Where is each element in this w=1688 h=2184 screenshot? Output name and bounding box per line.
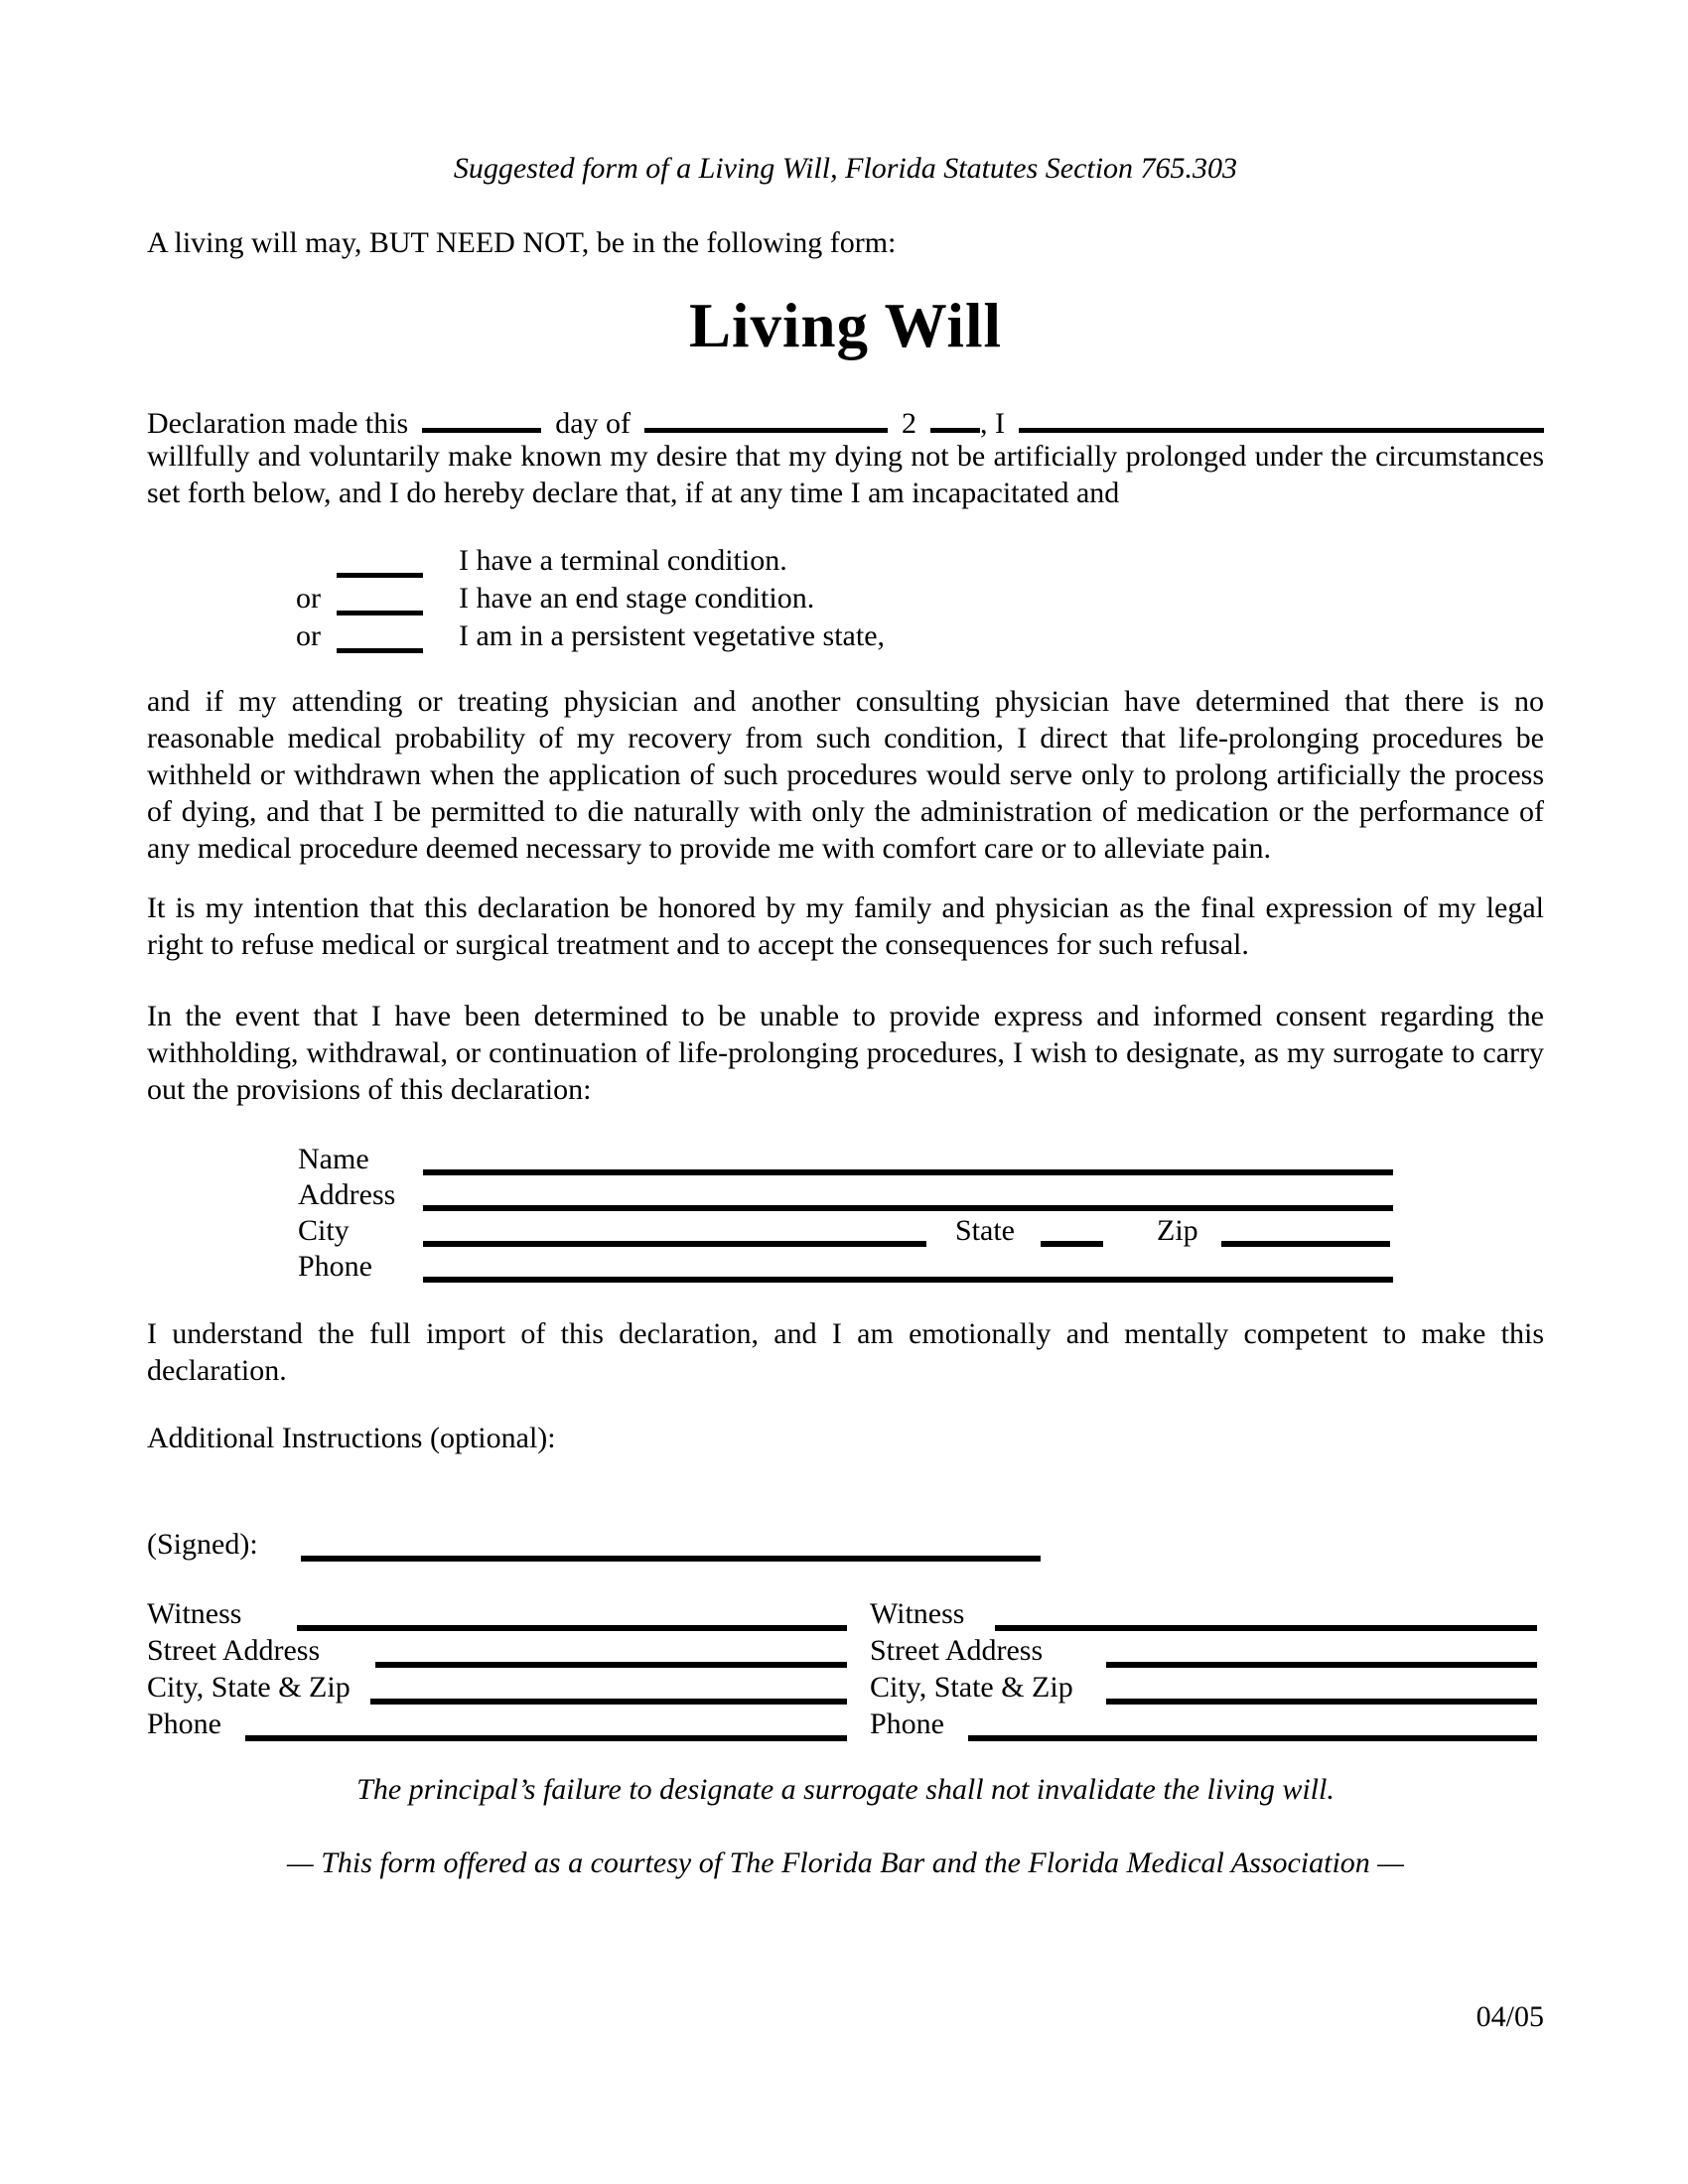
condition-row-terminal	[147, 542, 1544, 580]
condition-row-vegetative	[147, 617, 1544, 655]
courtesy-note: — This form offered as a courtesy of The Florida Bar and the Florida Medical Association —	[287, 1846, 1404, 1879]
witness2-label: Witness	[870, 1597, 965, 1630]
additional-instructions-label: Additional Instructions (optional):	[147, 1422, 556, 1454]
page-title: Living Will	[688, 291, 1003, 360]
witness-block	[147, 1596, 1544, 1750]
witness2-phone-blank[interactable]	[968, 1735, 1537, 1741]
comma-i-text: , I	[980, 407, 1006, 440]
condition-row-end-stage	[147, 580, 1544, 617]
form-kicker: Suggested form of a Living Will, Florida Statutes Section 765.303	[453, 152, 1238, 185]
surrogate-zip-label: Zip	[1157, 1214, 1198, 1247]
surrogate-fields	[147, 1142, 1544, 1291]
surrogate-address-label: Address	[298, 1178, 396, 1211]
or-text: or	[296, 619, 321, 652]
surrogate-phone-blank[interactable]	[423, 1277, 1393, 1283]
physician-determination-paragraph: and if my attending or treating physician and another consulting physician have determined that there is no reasonable medical probability of my recovery from such condition, I direct that life-prolonging procedures be withheld or withdrawn when the application of such procedures would serve only to prolong artificially the process of dying, and that I be permitted to die naturally with only the administration of medication or the performance of any medical procedure deemed necessary to provide me with comfort care or to alleviate pain.	[147, 685, 1544, 865]
surrogate-phone-label: Phone	[298, 1250, 372, 1283]
signed-label: (Signed):	[147, 1528, 258, 1561]
declarant-name-blank[interactable]	[1019, 428, 1544, 433]
witness1-street-blank[interactable]	[375, 1662, 847, 1668]
year-prefix-text: 2	[902, 407, 917, 440]
declaration-line	[147, 405, 1544, 442]
witness1-label: Witness	[147, 1597, 242, 1630]
surrogate-city-blank[interactable]	[423, 1241, 926, 1247]
revision-number: 04/05	[1476, 2000, 1544, 2033]
month-blank[interactable]	[644, 428, 888, 433]
principal-note: The principal’s failure to designate a surrogate shall not invalidate the living will.	[356, 1773, 1335, 1806]
day-of-text: day of	[555, 407, 632, 440]
witness2-city-blank[interactable]	[1106, 1699, 1537, 1705]
terminal-condition-text: I have a terminal condition.	[459, 544, 787, 577]
declaration-lead-text: Declaration made this	[147, 407, 409, 440]
surrogate-state-blank[interactable]	[1041, 1241, 1103, 1247]
surrogate-designation-paragraph: In the event that I have been determined to be unable to provide express and informed consent regarding the withholding, withdrawal, or continuation of life-prolonging procedures, I wish to designate, as my surrogate to carry out the provisions of this declaration:	[147, 1000, 1544, 1106]
end-stage-condition-blank[interactable]	[337, 611, 423, 615]
witness1-phone-blank[interactable]	[245, 1735, 847, 1741]
witness1-name-blank[interactable]	[297, 1625, 847, 1631]
surrogate-city-label: City	[298, 1214, 350, 1247]
surrogate-name-label: Name	[298, 1143, 369, 1175]
day-number-blank[interactable]	[422, 428, 541, 433]
intention-paragraph: It is my intention that this declaration be honored by my family and physician as the final expression of my legal right to refuse medical or surgical treatment and to accept the consequences for such refusal.	[147, 891, 1544, 961]
year-blank[interactable]	[930, 428, 980, 433]
declaration-continuation: willfully and voluntarily make known my desire that my dying not be artificially prolonged under the circumstances set forth below, and I do hereby declare that, if at any time I am incapacitated and	[147, 440, 1544, 509]
competence-paragraph: I understand the full import of this declaration, and I am emotionally and mentally competent to make this declaration.	[147, 1317, 1544, 1387]
condition-list	[147, 542, 1544, 655]
witness2-street-label: Street Address	[870, 1634, 1044, 1667]
surrogate-name-blank[interactable]	[423, 1169, 1393, 1175]
surrogate-state-label: State	[955, 1214, 1015, 1247]
witness2-city-label: City, State & Zip	[870, 1671, 1073, 1704]
surrogate-zip-blank[interactable]	[1221, 1241, 1390, 1247]
witness1-phone-label: Phone	[147, 1707, 221, 1740]
vegetative-state-text: I am in a persistent vegetative state,	[459, 619, 886, 652]
intro-text: A living will may, BUT NEED NOT, be in the following form:	[147, 226, 897, 259]
witness1-city-label: City, State & Zip	[147, 1671, 351, 1704]
end-stage-condition-text: I have an end stage condition.	[459, 582, 815, 614]
terminal-condition-blank[interactable]	[337, 573, 423, 578]
signature-row	[147, 1527, 1544, 1567]
signature-blank[interactable]	[301, 1556, 1041, 1562]
witness1-city-blank[interactable]	[370, 1699, 847, 1705]
witness1-street-label: Street Address	[147, 1634, 321, 1667]
witness2-name-blank[interactable]	[995, 1625, 1537, 1631]
surrogate-address-blank[interactable]	[423, 1205, 1393, 1211]
witness2-street-blank[interactable]	[1106, 1662, 1537, 1668]
vegetative-state-blank[interactable]	[337, 648, 423, 653]
witness2-phone-label: Phone	[870, 1707, 944, 1740]
or-text: or	[296, 582, 321, 614]
